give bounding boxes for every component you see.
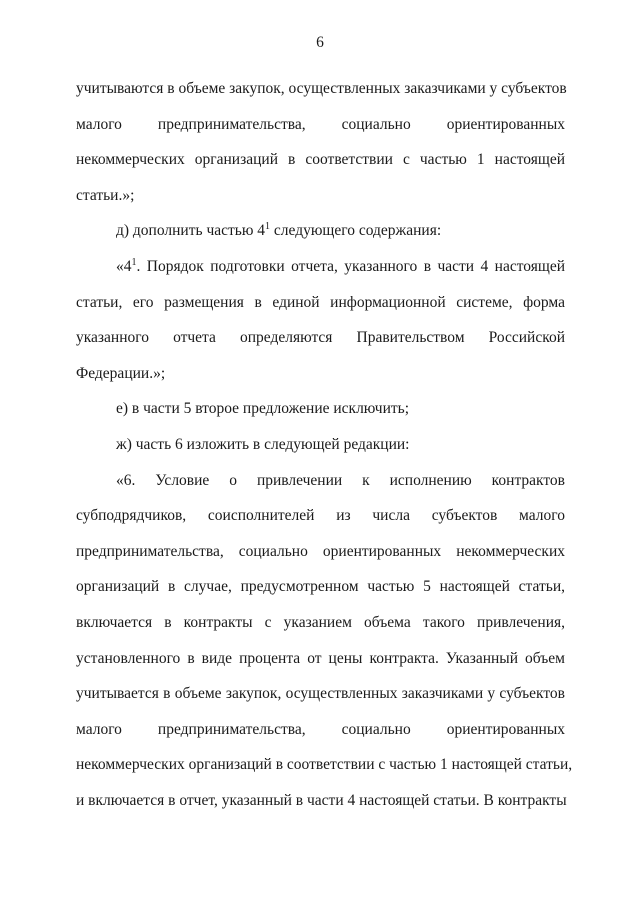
text-line: е) в части 5 второе предложение исключить;	[116, 400, 410, 418]
text-line: установленного в виде процента от цены контракта. Указанный объем	[76, 649, 565, 667]
text-line: малого предпринимательства, социально ориентированных	[76, 720, 565, 738]
text-line: включается в контракты с указанием объема такого привлечения,	[76, 613, 565, 631]
text-line: статьи, его размещения в единой информационной системе, форма	[76, 293, 565, 311]
text-line: учитывается в объеме закупок, осуществленных заказчиками у субъектов	[76, 685, 565, 703]
text-line	[76, 213, 565, 249]
text-line: организаций в случае, предусмотренном частью 5 настоящей статьи,	[76, 578, 565, 596]
text-line: указанного отчета определяются Правительством Российской	[76, 329, 565, 347]
text-segment: «4	[116, 257, 132, 275]
text-line: малого предпринимательства, социально ориентированных	[76, 115, 565, 133]
page-number: 6	[316, 34, 324, 51]
text-segment: следующего содержания:	[270, 222, 442, 240]
text-segment: . Порядок подготовки отчета, указанного в части 4 настоящей	[136, 257, 565, 275]
document-body	[76, 71, 573, 818]
superscript: 1	[265, 221, 271, 233]
text-line: предпринимательства, социально ориентированных некоммерческих	[76, 542, 565, 560]
text-line: учитываются в объеме закупок, осуществленных заказчиками у субъектов	[76, 80, 567, 97]
text-segment: д) дополнить частью 4	[116, 222, 266, 240]
text-line: некоммерческих организаций в соответствии с частью 1 настоящей статьи,	[76, 756, 573, 774]
superscript: 1	[131, 256, 137, 268]
text-line: субподрядчиков, соисполнителей из числа субъектов малого	[76, 507, 565, 525]
text-line	[76, 249, 565, 285]
text-line: некоммерческих организаций в соответствии с частью 1 настоящей	[76, 151, 565, 169]
text-line: Федерации.»;	[76, 364, 166, 382]
text-line: и включается в отчет, указанный в части 4 настоящей статьи. В контракты	[76, 791, 567, 809]
text-line: ж) часть 6 изложить в следующей редакции:	[116, 435, 410, 453]
text-line: «6. Условие о привлечении к исполнению контрактов	[116, 471, 565, 489]
text-line: статьи.»;	[76, 186, 135, 204]
